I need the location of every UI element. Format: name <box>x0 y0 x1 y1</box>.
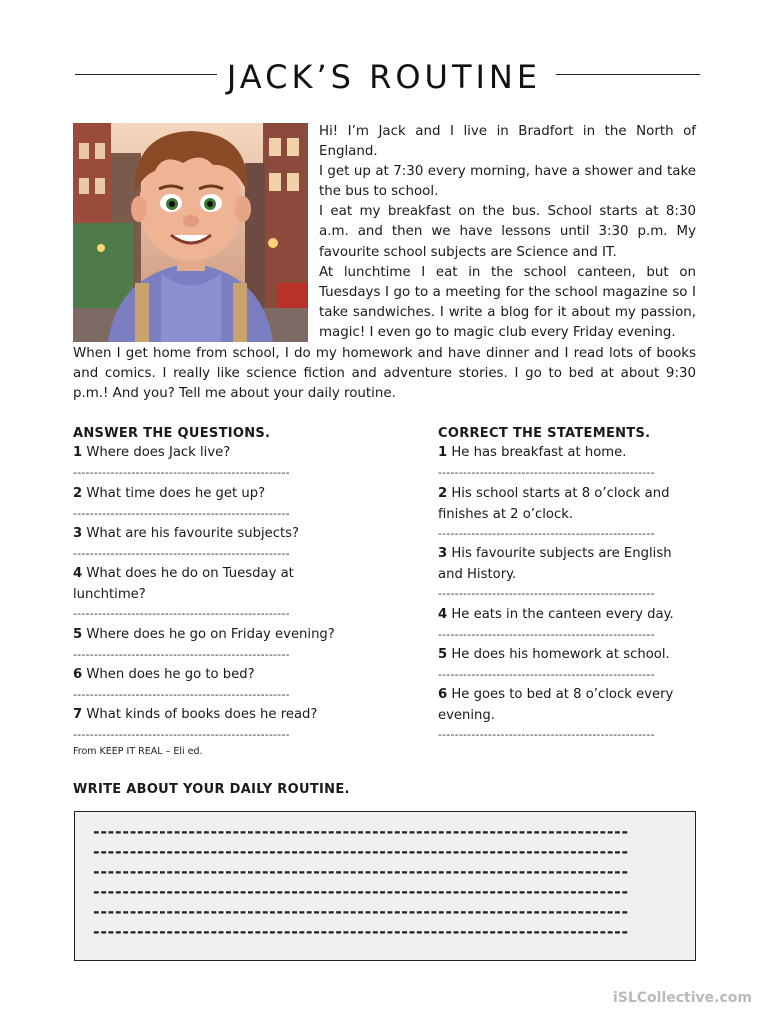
answer-line[interactable]: ---------------------------------------------------- <box>438 466 655 479</box>
answer-line[interactable]: ---------------------------------------------------- <box>73 607 290 620</box>
answer-line[interactable]: ---------------------------------------------------- <box>73 507 290 520</box>
watermark-logo: iSLCollective.com <box>612 990 752 1006</box>
writing-line: ------------------------------------------------------------------------- <box>93 882 629 901</box>
writing-line: ------------------------------------------------------------------------- <box>93 922 629 941</box>
reading-side-text <box>319 122 696 343</box>
statement-item: 1 He has breakfast at home. <box>438 445 627 460</box>
answer-line[interactable]: ---------------------------------------------------- <box>438 628 655 641</box>
reading-paragraph: I eat my breakfast on the bus. School starts at 8:30 a.m. and then we have lessons until 3:30 p.m. My favourite school subjects are Science and IT. <box>319 204 696 260</box>
statement-item: 6 He goes to bed at 8 o’clock every evening. <box>438 687 674 723</box>
answer-line[interactable]: ---------------------------------------------------- <box>73 466 290 479</box>
answer-line[interactable]: ---------------------------------------------------- <box>73 547 290 560</box>
page-title: JACK’S ROUTINE <box>0 58 768 96</box>
reading-paragraph: At lunchtime I eat in the school canteen, but on Tuesdays I go to a meeting for the school magazine so I take sandwiches. I write a blog for it about my passion, magic! I even go to magic club every Friday evening. <box>319 264 696 340</box>
reading-full-text <box>73 344 696 404</box>
jack-photo <box>73 123 308 342</box>
answer-heading: ANSWER THE QUESTIONS. <box>73 426 271 441</box>
writing-line: ------------------------------------------------------------------------- <box>93 862 629 881</box>
answer-line[interactable]: ---------------------------------------------------- <box>438 527 655 540</box>
reading-paragraph: Hi! I’m Jack and I live in Bradfort in the North of England. <box>319 124 696 160</box>
source-credit: From KEEP IT REAL – Eli ed. <box>73 746 203 757</box>
question-item: 3 What are his favourite subjects? <box>73 526 300 541</box>
writing-line: ------------------------------------------------------------------------- <box>93 822 629 841</box>
writing-line: ------------------------------------------------------------------------- <box>93 902 629 921</box>
answer-line[interactable]: ---------------------------------------------------- <box>438 587 655 600</box>
statement-item: 5 He does his homework at school. <box>438 647 670 662</box>
answer-line[interactable]: ---------------------------------------------------- <box>73 728 290 741</box>
answer-line[interactable]: ---------------------------------------------------- <box>438 728 655 741</box>
writing-box[interactable] <box>74 811 696 961</box>
question-item: 7 What kinds of books does he read? <box>73 707 318 722</box>
question-item: 1 Where does Jack live? <box>73 445 231 460</box>
question-item: 6 When does he go to bed? <box>73 667 255 682</box>
reading-paragraph: I get up at 7:30 every morning, have a shower and take the bus to school. <box>319 164 696 200</box>
question-item: 5 Where does he go on Friday evening? <box>73 627 335 642</box>
write-heading: WRITE ABOUT YOUR DAILY ROUTINE. <box>73 782 350 797</box>
question-item: 4 What does he do on Tuesday at lunchtime? <box>73 566 294 602</box>
answer-line[interactable]: ---------------------------------------------------- <box>73 648 290 661</box>
writing-line: ------------------------------------------------------------------------- <box>93 842 629 861</box>
correct-heading: CORRECT THE STATEMENTS. <box>438 426 651 441</box>
question-item: 2 What time does he get up? <box>73 486 266 501</box>
answer-line[interactable]: ---------------------------------------------------- <box>438 668 655 681</box>
reading-paragraph: When I get home from school, I do my homework and have dinner and I read lots of books and comics. I really like science fiction and adventure stories. I go to bed at about 9:30 p.m.! And you? Tell me about your daily routine. <box>73 346 696 402</box>
answer-line[interactable]: ---------------------------------------------------- <box>73 688 290 701</box>
statement-item: 3 His favourite subjects are English and History. <box>438 546 672 582</box>
statement-item: 4 He eats in the canteen every day. <box>438 607 674 622</box>
statement-item: 2 His school starts at 8 o’clock and finishes at 2 o’clock. <box>438 486 670 522</box>
